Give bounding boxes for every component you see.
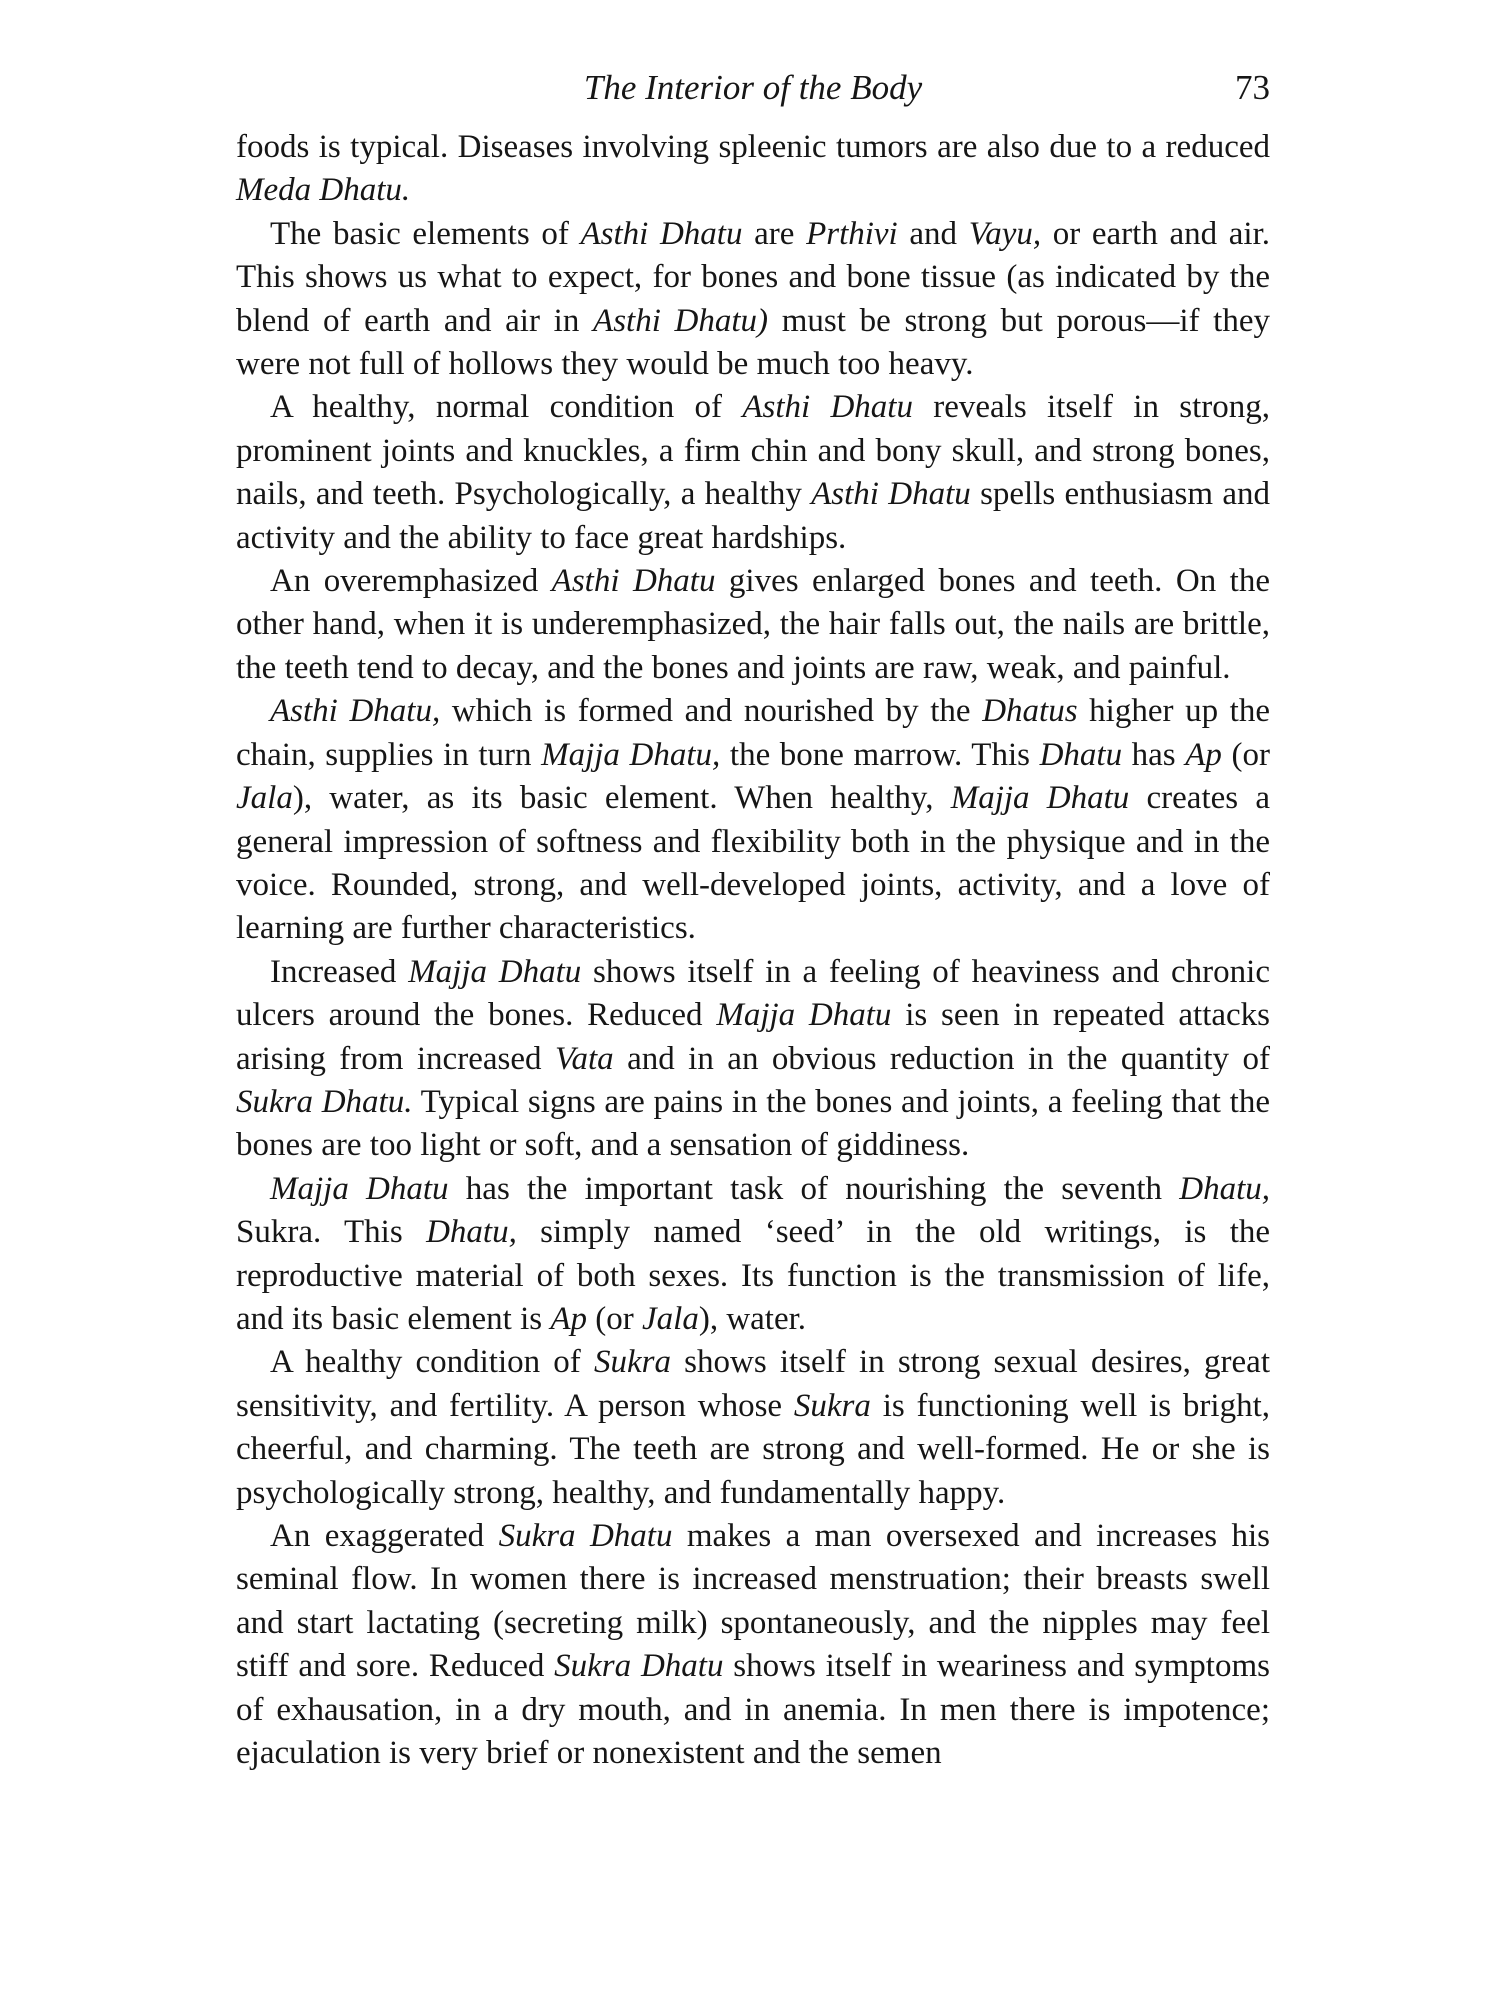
text-run: An exaggerated (270, 1518, 499, 1554)
text-run: has the important task of nourishing the seventh (448, 1170, 1180, 1207)
text-run: which is formed and nourished by the (440, 693, 983, 730)
paragraph (236, 126, 1270, 213)
body-text (236, 126, 1270, 1775)
italic-term: Sukra (593, 1344, 671, 1381)
text-run: gives enlarged bones and teeth. On the other hand, when it is underemphasized, the hair falls out, the nails are brittle, the teeth tend to decay, and the bones and joints are raw, weak, and painful. (236, 563, 1270, 686)
italic-term: Asthi Dhatu (580, 215, 743, 252)
italic-term: Dhatus (982, 693, 1078, 730)
paragraph (236, 1341, 1270, 1515)
italic-term: Asthi Dhatu, (270, 693, 441, 730)
italic-term: Sukra Dhatu (498, 1518, 673, 1554)
italic-term: Vayu, (968, 215, 1042, 252)
italic-term: Vata (554, 1040, 614, 1077)
text-run: higher up the chain, supplies in turn (236, 693, 1270, 773)
italic-term: Jala (236, 780, 293, 817)
text-run: is seen in repeated attacks arising from increased (236, 997, 1271, 1077)
text-run: spells enthusiasm and activity and the ability to face great hardships. (236, 476, 1270, 556)
italic-term: Majja Dhatu (408, 953, 582, 990)
text-run: An overemphasized (270, 563, 552, 600)
text-run: shows itself in strong sexual desires, great sensitivity, and fertility. A person whose (236, 1344, 1270, 1424)
text-run: is functioning well is bright, cheerful, and charming. The teeth are strong and well-formed. He or she is psychologically strong, healthy, and fundamentally happy. (236, 1387, 1270, 1511)
italic-term: Ap (550, 1300, 588, 1337)
italic-term: Majja Dhatu (716, 997, 892, 1034)
text-run: ), water. (698, 1300, 807, 1337)
italic-term: Dhatu, (426, 1214, 517, 1251)
italic-term: Asthi Dhatu) (593, 302, 769, 339)
italic-term: Prthivi (806, 215, 898, 252)
running-head (236, 62, 1270, 114)
text-run: makes a man oversexed and increases his seminal flow. In women there is increased menstruation; their breasts swell and start lactating (secreting milk) spontaneously, and the nipples may feel stiff and sore. Reduced (236, 1518, 1270, 1685)
paragraph (236, 560, 1270, 690)
italic-term: Dhatu, (1179, 1170, 1270, 1207)
text-run: or earth and air. This shows us what to expect, for bones and bone tissue (as indicated by the blend of earth and air in (236, 215, 1271, 339)
paragraph (236, 1168, 1270, 1342)
text-run: (or (1221, 736, 1270, 773)
running-title: The Interior of the Body (583, 68, 923, 107)
text-run: ), water, as its basic element. When healthy, (292, 780, 951, 817)
text-run: and (897, 215, 969, 252)
italic-term: Meda Dhatu. (236, 172, 411, 209)
text-run: must be strong but porous—if they were not full of hollows they would be much too heavy. (236, 302, 1271, 383)
text-run: Increased (270, 953, 409, 990)
paragraph (236, 951, 1270, 1168)
paragraph (236, 213, 1270, 387)
text-run: A healthy, normal condition of (270, 389, 743, 426)
italic-term: Asthi Dhatu (742, 389, 913, 426)
italic-term: Sukra (793, 1387, 871, 1424)
paragraph (236, 386, 1270, 560)
italic-term: Dhatu (1039, 736, 1123, 773)
italic-term: Asthi Dhatu (811, 476, 971, 513)
text-run: has (1122, 736, 1186, 773)
italic-term: Majja Dhatu, (541, 736, 721, 773)
text-run: reveals itself in strong, prominent joints and knuckles, a firm chin and bony skull, and strong bones, nails, and teeth. Psychologically, a healthy (236, 389, 1271, 513)
italic-term: Majja Dhatu (270, 1170, 449, 1207)
italic-term: Ap (1185, 736, 1222, 773)
paragraph (236, 1515, 1270, 1775)
text-run: creates a general impression of softness and flexibility both in the physique and in the voice. Rounded, strong, and well-developed joints, activity, and a love of learning are further characteristics. (236, 780, 1270, 947)
text-run: foods is typical. Diseases involving spleenic tumors are also due to a reduced (236, 129, 1270, 165)
text-run: The basic elements of (270, 215, 581, 252)
text-run: Sukra. This (236, 1214, 427, 1251)
text-run: shows itself in weariness and symptoms of exhausation, in a dry mouth, and in anemia. In men there is impotence; ejaculation is very brief or nonexistent and the semen (236, 1648, 1270, 1772)
text-run: Typical signs are pains in the bones and joints, a feeling that the bones are too light or soft, and a sensation of giddiness. (236, 1083, 1270, 1164)
italic-term: Asthi Dhatu (551, 563, 716, 600)
text-run: and in an obvious reduction in the quantity of (613, 1040, 1270, 1077)
text-run: A healthy condition of (270, 1344, 594, 1381)
paragraph (236, 690, 1270, 950)
text-run: the bone marrow. This (720, 736, 1040, 773)
page-number: 73 (1235, 68, 1270, 107)
italic-term: Sukra Dhatu. (236, 1083, 413, 1120)
italic-term: Majja Dhatu (950, 780, 1130, 817)
text-run: are (742, 215, 807, 252)
text-run: shows itself in a feeling of heaviness and chronic ulcers around the bones. Reduced (236, 953, 1270, 1034)
italic-term: Sukra Dhatu (554, 1648, 724, 1685)
italic-term: Jala (642, 1300, 699, 1337)
text-run: simply named ‘seed’ in the old writings, is the reproductive material of both sexes. Its function is the transmission of life, and its basic element is (236, 1214, 1271, 1337)
text-run: (or (587, 1300, 642, 1337)
